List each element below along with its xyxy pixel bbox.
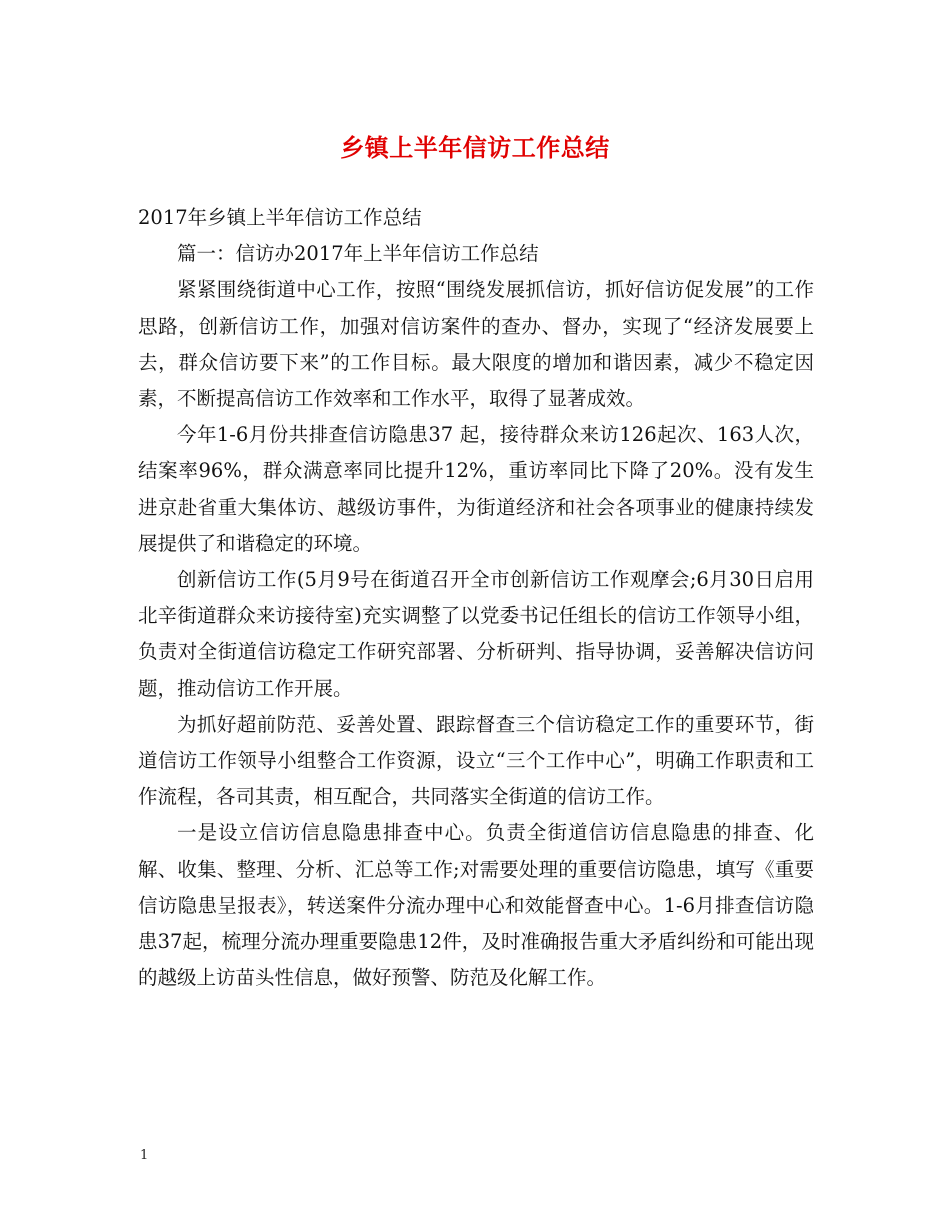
paragraph: 一是设立信访信息隐患排查中心。负责全街道信访信息隐患的排查、化解、收集、整理、分析、汇总等工作;对需要处理的重要信访隐患，填写《重要信访隐患呈报表》，转送案件分流办理中心和效能督查中心。1-6月排查信访隐患37起，梳理分流办理重要隐患12件，及时准确报告重大矛盾纠纷和可能出现的越级上访苗头性信息，做好预警、防范及化解工作。 (138, 821, 814, 990)
paragraph: 创新信访工作(5月9号在街道召开全市创新信访工作观摩会;6月30日启用北辛街道群众来访接待室)充实调整了以党委书记任组长的信访工作领导小组，负责对全街道信访稳定工作研究部署、分析研判、指导协调，妥善解决信访问题，推动信访工作开展。 (138, 568, 814, 700)
paragraph: 为抓好超前防范、妥善处置、跟踪督查三个信访稳定工作的重要环节，街道信访工作领导小组整合工作资源，设立“三个工作中心”，明确工作职责和工作流程，各司其责，相互配合，共同落实全街道的信访工作。 (138, 712, 814, 809)
subtitle-line: 2017年乡镇上半年信访工作总结 (138, 206, 422, 229)
paragraph: 今年1-6月份共排查信访隐患37 起，接待群众来访126起次、163人次，结案率96%，群众满意率同比提升12%，重访率同比下降了20%。没有发生进京赴省重大集体访、越级访事件，为街道经济和社会各项事业的健康持续发展提供了和谐稳定的环境。 (138, 423, 814, 555)
document-title: 乡镇上半年信访工作总结 (340, 134, 610, 162)
page-number: 1 (140, 1148, 149, 1163)
paragraph: 紧紧围绕街道中心工作，按照“围绕发展抓信访，抓好信访促发展”的工作思路，创新信访工作，加强对信访案件的查办、督办，实现了“经济发展要上去，群众信访要下来”的工作目标。最大限度的增加和谐因素，减少不稳定因素，不断提高信访工作效率和工作水平，取得了显著成效。 (138, 278, 814, 411)
document-body (138, 200, 814, 996)
section-heading: 篇一：信访办2017年上半年信访工作总结 (177, 242, 539, 266)
